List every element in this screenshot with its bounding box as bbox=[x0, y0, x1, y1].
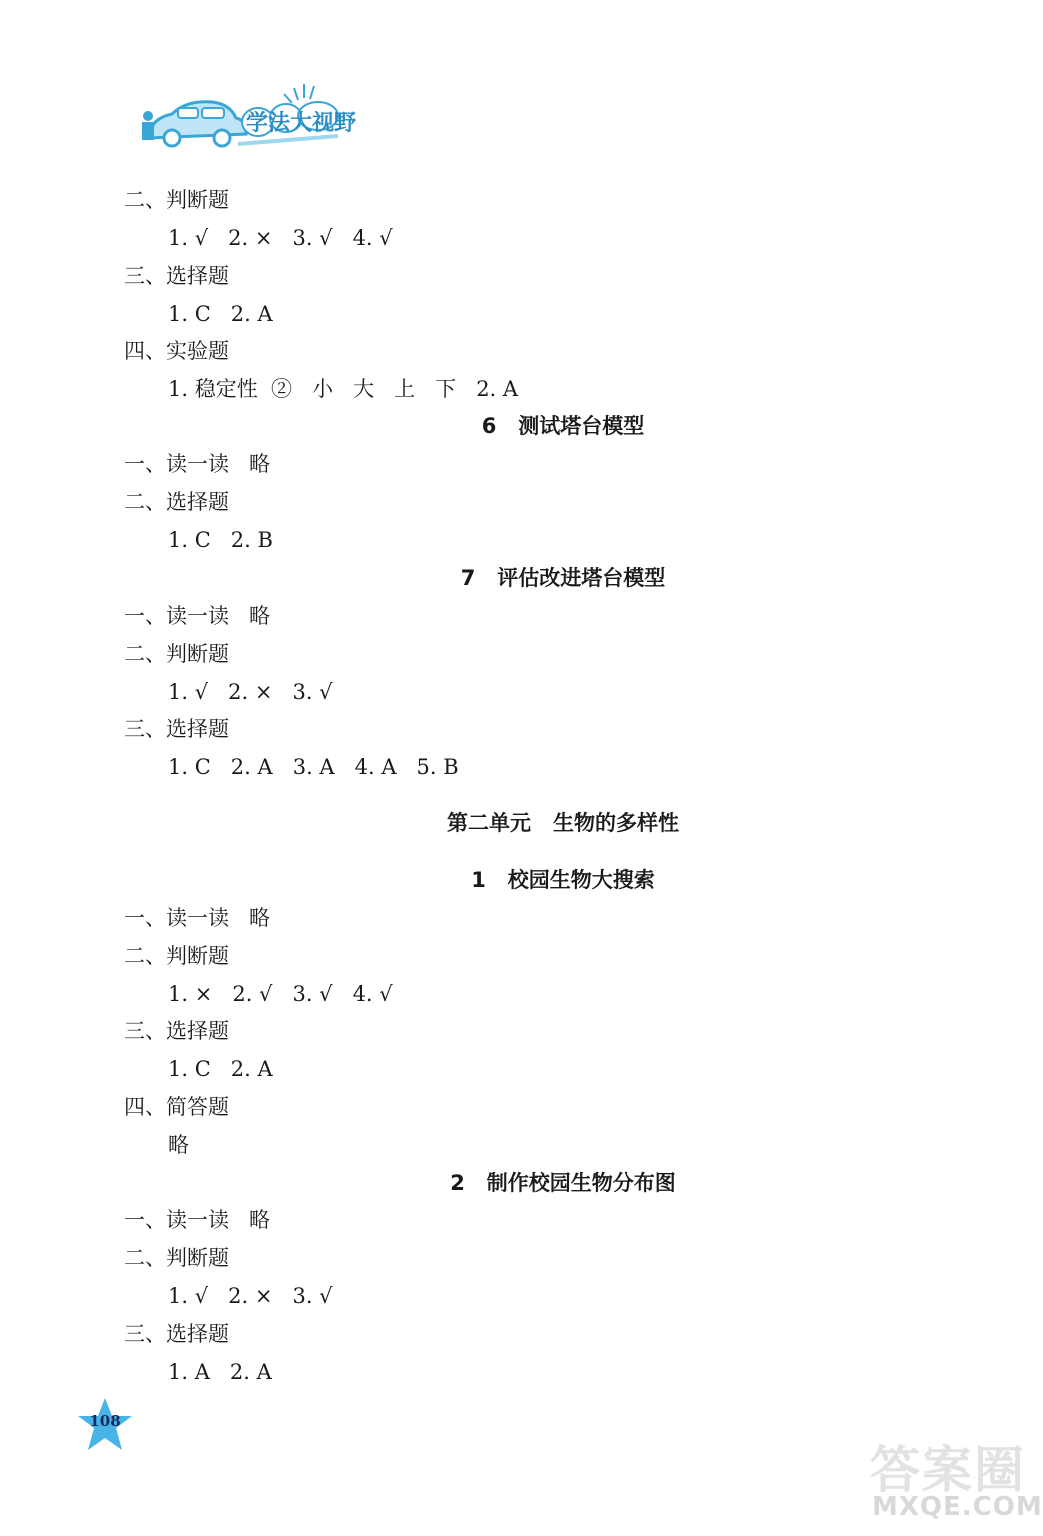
watermark-url: MXQE.COM bbox=[872, 1492, 1043, 1522]
question-heading: 一、读一读 略 bbox=[124, 1208, 271, 1232]
sun-rays-icon bbox=[284, 84, 314, 103]
answer-line: 1. √ 2. × 3. √ bbox=[168, 680, 333, 704]
answer-line: 1. √ 2. × 3. √ bbox=[168, 1284, 333, 1308]
question-heading: 三、选择题 bbox=[124, 1322, 229, 1346]
section-title: 第二单元 生物的多样性 bbox=[447, 811, 679, 835]
answer-line: 1. C 2. A bbox=[168, 302, 273, 326]
watermark-text: 答案圈 bbox=[870, 1441, 1026, 1499]
question-heading: 二、判断题 bbox=[124, 944, 229, 968]
answer-line: 1. 稳定性 ② 小 大 上 下 2. A bbox=[168, 377, 519, 401]
section-title: 1 校园生物大搜索 bbox=[471, 868, 655, 892]
question-heading: 三、选择题 bbox=[124, 264, 229, 288]
question-heading: 四、简答题 bbox=[124, 1095, 229, 1119]
question-heading: 一、读一读 略 bbox=[124, 452, 271, 476]
question-heading: 一、读一读 略 bbox=[124, 604, 271, 628]
answer-line: 1. C 2. A 3. A 4. A 5. B bbox=[168, 755, 459, 779]
question-heading: 一、读一读 略 bbox=[124, 906, 271, 930]
logo-text: 学法大视野 bbox=[246, 111, 357, 136]
answer-line: 略 bbox=[168, 1133, 189, 1157]
answer-line: 1. × 2. √ 3. √ 4. √ bbox=[168, 982, 393, 1006]
answer-line: 1. A 2. A bbox=[168, 1360, 272, 1384]
section-title: 2 制作校园生物分布图 bbox=[450, 1171, 676, 1195]
question-heading: 二、判断题 bbox=[124, 1246, 229, 1270]
question-heading: 二、选择题 bbox=[124, 490, 229, 514]
question-heading: 三、选择题 bbox=[124, 1019, 229, 1043]
answer-line: 1. √ 2. × 3. √ 4. √ bbox=[168, 226, 393, 250]
section-title: 7 评估改进塔台模型 bbox=[460, 566, 666, 590]
question-heading: 四、实验题 bbox=[124, 339, 229, 363]
question-heading: 二、判断题 bbox=[124, 188, 229, 212]
header-logo bbox=[138, 78, 378, 154]
question-heading: 二、判断题 bbox=[124, 642, 229, 666]
page-number: 108 bbox=[89, 1412, 121, 1430]
section-title: 6 测试塔台模型 bbox=[481, 414, 645, 438]
question-heading: 三、选择题 bbox=[124, 717, 229, 741]
answer-line: 1. C 2. A bbox=[168, 1057, 273, 1081]
answer-line: 1. C 2. B bbox=[168, 528, 273, 552]
